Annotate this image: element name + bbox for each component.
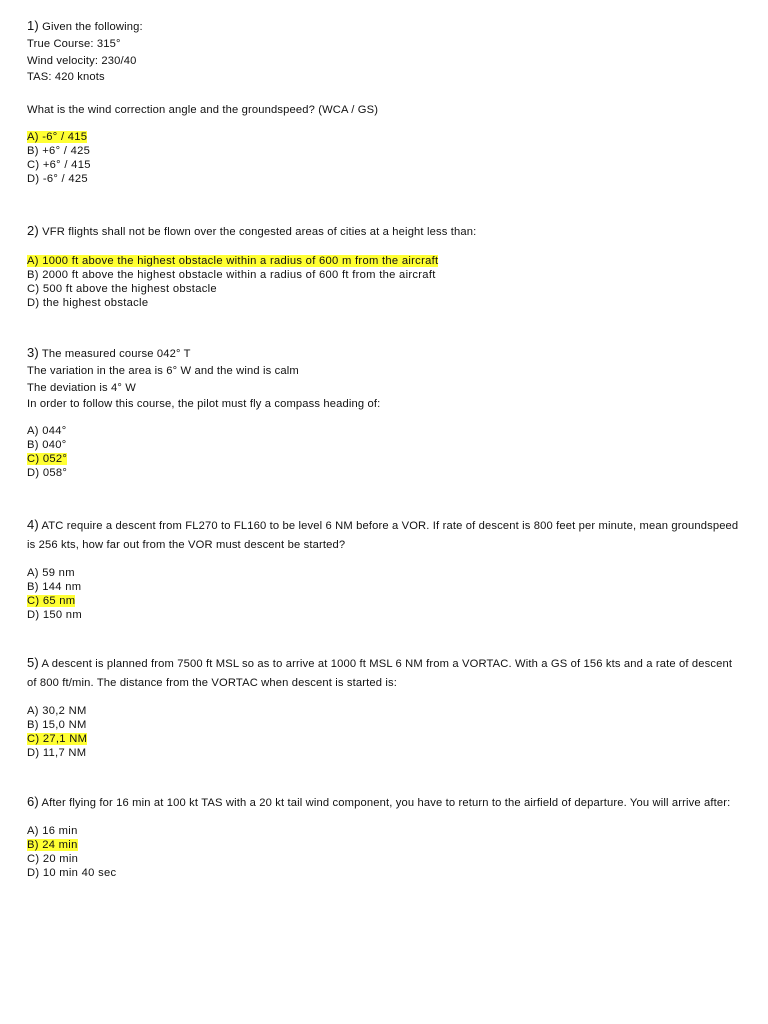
question-5 [27, 653, 747, 760]
option-c [27, 852, 747, 866]
option-c [27, 282, 747, 296]
question-3-line-4: In order to follow this course, the pilot must fly a compass heading of: [27, 398, 381, 411]
question-3-line-2: The variation in the area is 6° W and the wind is calm [27, 364, 299, 377]
option-a [27, 424, 747, 438]
option-text: the highest obstacle [42, 297, 149, 310]
question-3 [27, 345, 747, 481]
option-text: +6° / 415 [42, 159, 91, 172]
question-number: 3) [27, 345, 39, 360]
option-text: 500 ft above the highest obstacle [42, 282, 217, 295]
option-text: 11,7 NM [42, 747, 87, 760]
option-text: 16 min [42, 825, 78, 837]
option-letter: A) [27, 130, 39, 143]
option-letter: C) [27, 159, 40, 172]
question-text: ATC require a descent from FL270 to FL160 to be level 6 NM before a VOR. If rate of descent is 800 feet per minute, mean groundspeed is 256 kts, how far out from the VOR must descent be started? [27, 520, 739, 551]
question-6-text [27, 792, 742, 813]
option-letter: D) [27, 867, 40, 880]
option-letter: B) [27, 145, 39, 158]
option-text: 65 nm [42, 595, 76, 608]
option-text: 24 min [42, 839, 78, 852]
option-letter: D) [27, 297, 40, 310]
question-4 [27, 515, 747, 622]
option-letter: D) [27, 747, 40, 760]
option-letter: C) [27, 853, 40, 866]
option-b [27, 838, 747, 852]
option-letter: C) [27, 282, 40, 295]
option-letter: C) [27, 595, 40, 608]
option-b [27, 268, 747, 282]
question-number: 6) [27, 794, 39, 809]
question-text: A descent is planned from 7500 ft MSL so as to arrive at 1000 ft MSL 6 NM from a VORTAC. With a GS of 156 kts and a rate of descent of 800 ft/min. The distance from the VORTAC when descent is started is: [27, 658, 733, 689]
option-c [27, 452, 747, 466]
question-text: The measured course 042° T [41, 348, 191, 360]
option-text: 59 nm [42, 567, 75, 579]
question-text: Given the following: [42, 21, 143, 33]
option-a [27, 704, 747, 718]
answer-options [27, 824, 747, 880]
question-number: 2) [27, 223, 39, 238]
option-d [27, 866, 747, 880]
option-d [27, 172, 747, 186]
question-4-text [27, 515, 742, 555]
option-letter: B) [27, 581, 39, 594]
option-letter: A) [27, 254, 39, 267]
question-1 [27, 18, 747, 186]
option-d [27, 608, 747, 622]
option-a [27, 254, 747, 268]
option-letter: D) [27, 173, 40, 186]
option-text: 058° [42, 467, 68, 480]
option-a [27, 130, 747, 144]
option-text: 20 min [42, 853, 79, 866]
question-3-line-3: The deviation is 4° W [27, 381, 136, 394]
option-letter: D) [27, 467, 40, 480]
option-text: 15,0 NM [42, 719, 87, 732]
question-number: 1) [27, 18, 39, 33]
option-text: +6° / 425 [42, 145, 91, 158]
option-c [27, 158, 747, 172]
question-1-prompt: What is the wind correction angle and the groundspeed? (WCA / GS) [27, 104, 379, 117]
option-c [27, 732, 747, 746]
option-d [27, 466, 747, 480]
question-2-line-1 [27, 223, 747, 241]
option-text: 150 nm [42, 609, 82, 622]
question-2 [27, 223, 747, 310]
option-letter: B) [27, 439, 39, 452]
option-letter: A) [27, 425, 39, 438]
option-text: -6° / 425 [42, 173, 88, 186]
spacer [27, 86, 747, 102]
option-letter: C) [27, 733, 40, 746]
option-letter: D) [27, 609, 40, 622]
option-text: 144 nm [42, 581, 82, 594]
question-text: After flying for 16 min at 100 kt TAS with a 20 kt tail wind component, you have to return to the airfield of departure. You will arrive after: [41, 797, 731, 809]
question-1-line-4: TAS: 420 knots [27, 71, 105, 84]
question-1-line-2: True Course: 315° [27, 37, 121, 50]
question-1-line-3: Wind velocity: 230/40 [27, 54, 137, 67]
option-letter: B) [27, 719, 39, 732]
option-d [27, 746, 747, 760]
option-b [27, 438, 747, 452]
option-text: 1000 ft above the highest obstacle within a radius of 600 m from the aircraft [42, 254, 439, 267]
option-a [27, 824, 747, 838]
option-text: -6° / 415 [42, 130, 88, 143]
option-text: 2000 ft above the highest obstacle within a radius of 600 ft from the aircraft [42, 268, 436, 281]
option-text: 30,2 NM [42, 705, 87, 717]
option-b [27, 718, 747, 732]
option-text: 27,1 NM [42, 733, 88, 746]
question-number: 5) [27, 655, 39, 670]
question-5-text [27, 653, 742, 693]
option-letter: A) [27, 825, 39, 837]
option-text: 040° [42, 439, 67, 452]
question-6 [27, 792, 747, 880]
option-text: 052° [42, 453, 68, 466]
answer-options [27, 566, 747, 622]
option-b [27, 580, 747, 594]
option-letter: A) [27, 705, 39, 717]
question-number: 4) [27, 517, 39, 532]
option-d [27, 296, 747, 310]
option-text: 044° [42, 425, 67, 438]
option-letter: C) [27, 453, 40, 466]
question-text: VFR flights shall not be flown over the congested areas of cities at a height less than: [42, 226, 477, 238]
option-letter: B) [27, 839, 39, 852]
answer-options [27, 424, 747, 480]
option-c [27, 594, 747, 608]
option-a [27, 566, 747, 580]
option-letter: A) [27, 567, 39, 579]
question-1-line-1 [27, 18, 747, 36]
option-b [27, 144, 747, 158]
answer-options [27, 130, 747, 186]
question-3-line-1 [27, 345, 747, 363]
option-text: 10 min 40 sec [42, 867, 117, 880]
answer-options [27, 704, 747, 760]
option-letter: B) [27, 268, 39, 281]
answer-options [27, 254, 747, 310]
